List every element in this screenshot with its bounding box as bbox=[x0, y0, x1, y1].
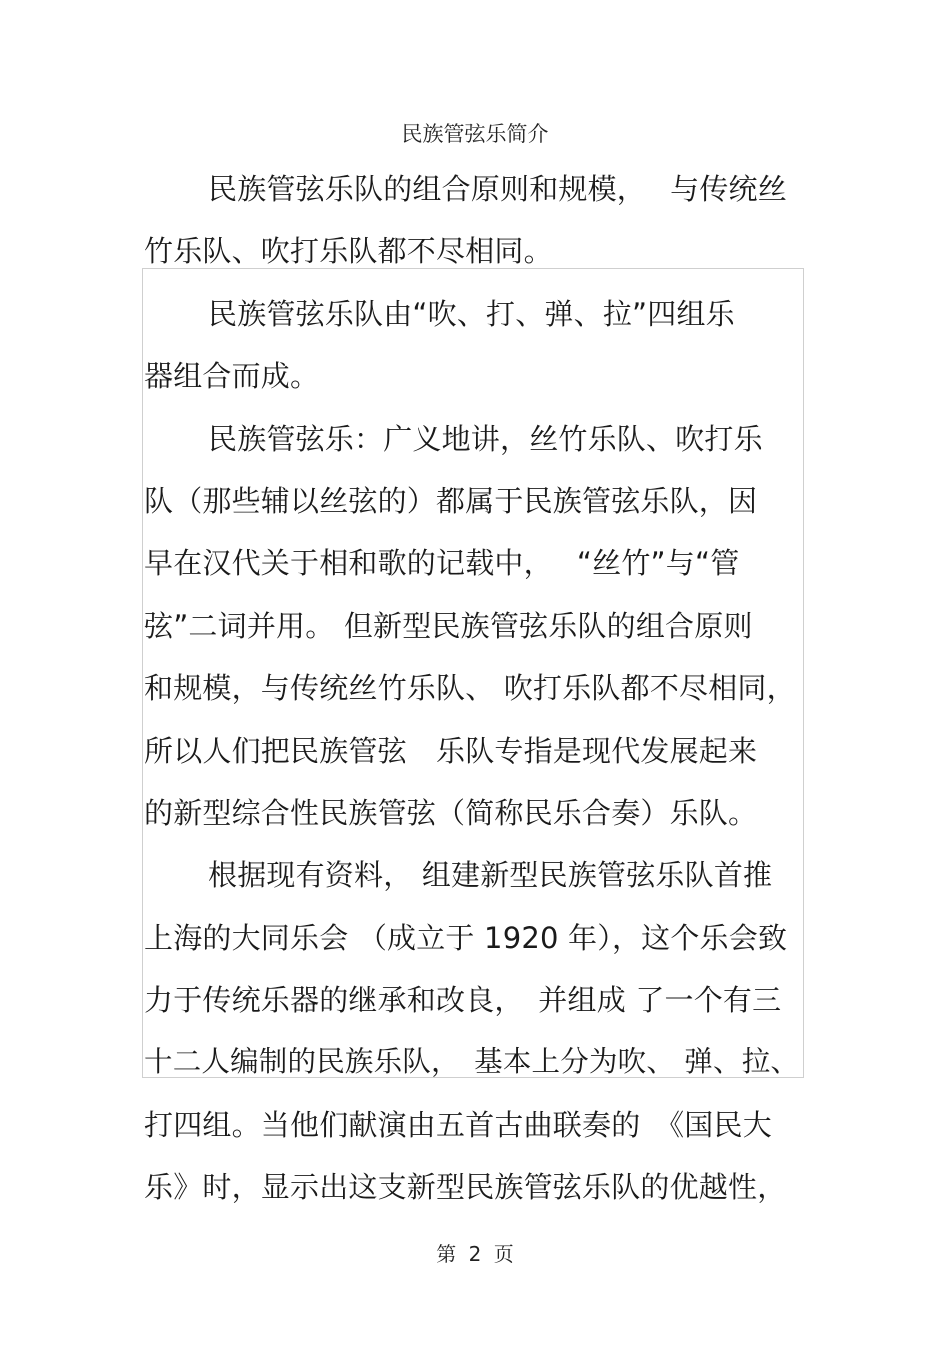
text-line: 十二人编制的民族乐队， 基本上分为吹、 弹、拉、 bbox=[144, 1045, 800, 1079]
text-line: 器组合而成。 bbox=[144, 359, 320, 394]
text-line: 和规模，与传统丝竹乐队、 吹打乐队都不尽相同， bbox=[144, 671, 796, 706]
text-line: 民族管弦乐队的组合原则和规模， 与传统丝 bbox=[208, 172, 787, 206]
page-title: 民族管弦乐简介 bbox=[401, 122, 549, 146]
text-line: 打四组。当他们献演由五首古曲联奏的 《国民大 bbox=[144, 1107, 772, 1142]
text-line: 根据现有资料， 组建新型民族管弦乐队首推 bbox=[208, 858, 773, 893]
document-body bbox=[144, 158, 804, 1219]
text-line: 弦”二词并用。 但新型民族管弦乐队的组合原则 bbox=[144, 608, 753, 643]
text-line: 所以人们把民族管弦 乐队专指是现代发展起来 bbox=[144, 733, 758, 768]
page-number: 第 2 页 bbox=[436, 1242, 514, 1266]
text-line: 的新型综合性民族管弦（简称民乐合奏）乐队。 bbox=[144, 795, 758, 830]
text-line: 力于传统乐器的继承和改良， 并组成 了一个有三 bbox=[144, 983, 782, 1018]
text-line: 队（那些辅以丝弦的）都属于民族管弦乐队，因 bbox=[144, 483, 758, 518]
text-line: 民族管弦乐队由“吹、打、弹、拉”四组乐 bbox=[208, 296, 735, 331]
text-line: 乐》时，显示出这支新型民族管弦乐队的优越性， bbox=[144, 1170, 787, 1205]
text-line: 上海的大同乐会 （成立于 1920 年），这个乐会致 bbox=[144, 920, 788, 955]
text-line: 民族管弦乐：广义地讲，丝竹乐队、吹打乐 bbox=[208, 421, 763, 456]
text-line: 早在汉代关于相和歌的记载中， “丝竹”与“管 bbox=[144, 546, 740, 581]
text-line: 竹乐队、吹打乐队都不尽相同。 bbox=[144, 234, 553, 269]
